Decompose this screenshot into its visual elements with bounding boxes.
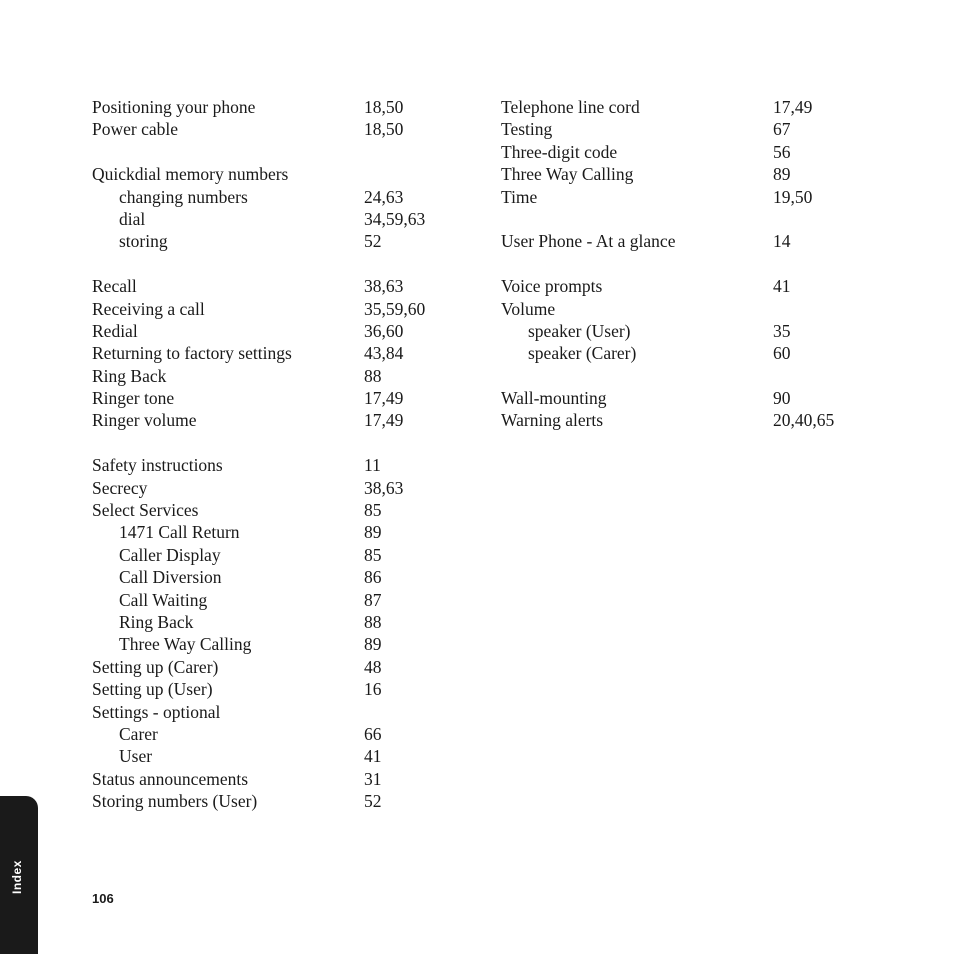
index-term: Select Services: [92, 500, 199, 521]
index-subentry: [92, 186, 472, 208]
index-page-refs: 36,60: [364, 320, 404, 341]
index-term: Setting up (Carer): [92, 656, 219, 677]
index-page-refs: 88: [364, 365, 382, 386]
index-term: changing numbers: [119, 186, 248, 207]
index-page-refs: 14: [773, 231, 791, 252]
index-term: Caller Display: [119, 544, 221, 565]
index-entry: [92, 387, 472, 409]
index-entry: [501, 409, 881, 431]
index-page-refs: 86: [364, 567, 382, 588]
index-page-refs: 19,50: [773, 186, 813, 207]
index-page-refs: 35: [773, 320, 791, 341]
index-page-refs: 17,49: [364, 410, 404, 431]
index-entry: [92, 298, 472, 320]
index-term: Ringer tone: [92, 388, 175, 409]
index-term: Carer: [119, 723, 158, 744]
index-term: Wall-mounting: [501, 388, 607, 409]
index-term: storing: [119, 231, 168, 252]
index-page-refs: 67: [773, 119, 791, 140]
index-term: Three Way Calling: [119, 634, 252, 655]
index-term: Volume: [501, 298, 556, 319]
index-subentry: [92, 208, 472, 230]
index-page-refs: 89: [364, 522, 382, 543]
index-page-refs: 34,59,63: [364, 208, 426, 229]
index-term: Positioning your phone: [92, 97, 256, 117]
index-spacer: [92, 432, 472, 454]
index-page-refs: 18,50: [364, 119, 404, 140]
index-page-refs: 24,63: [364, 186, 404, 207]
index-entry: [92, 768, 472, 790]
index-entry: [92, 656, 472, 678]
index-term: dial: [119, 208, 146, 229]
index-subentry: [92, 589, 472, 611]
index-page-refs: 87: [364, 589, 382, 610]
index-entry: [92, 275, 472, 297]
index-page-refs: 85: [364, 544, 382, 565]
index-page-refs: 56: [773, 141, 791, 162]
index-term: 1471 Call Return: [119, 522, 240, 543]
index-entry: [92, 409, 472, 431]
index-term: User: [119, 746, 153, 767]
index-subentry: [92, 230, 472, 252]
index-entry: [92, 454, 472, 476]
index-term: Call Diversion: [119, 567, 222, 588]
index-term: Receiving a call: [92, 298, 205, 319]
index-column-left: [92, 96, 472, 813]
index-entry: [92, 499, 472, 521]
index-page-refs: 41: [364, 746, 382, 767]
index-term: Setting up (User): [92, 679, 213, 700]
index-page-refs: 85: [364, 500, 382, 521]
index-term: speaker (Carer): [528, 343, 637, 364]
index-entry: [92, 96, 472, 118]
index-page-refs: 38,63: [364, 276, 404, 297]
index-entry: [92, 701, 472, 723]
index-page-refs: 89: [773, 164, 791, 185]
index-page-refs: 66: [364, 723, 382, 744]
index-page-refs: 16: [364, 679, 382, 700]
index-term: Warning alerts: [501, 410, 604, 431]
index-entry: [501, 186, 881, 208]
index-entry: [92, 678, 472, 700]
index-term: Storing numbers (User): [92, 791, 258, 812]
index-entry: [501, 96, 881, 118]
index-entry: [92, 163, 472, 185]
index-subentry: [92, 544, 472, 566]
index-page-refs: 52: [364, 791, 382, 812]
index-page-refs: 52: [364, 231, 382, 252]
index-page-refs: 38,63: [364, 477, 404, 498]
index-subentry: [92, 745, 472, 767]
index-page-refs: 20,40,65: [773, 410, 835, 431]
index-entry: [92, 342, 472, 364]
section-tab-label: Index: [10, 860, 24, 894]
index-subentry: [92, 611, 472, 633]
index-entry: [92, 790, 472, 812]
index-entry: [501, 275, 881, 297]
index-entry: [501, 387, 881, 409]
index-entry: [501, 298, 881, 320]
index-term: Call Waiting: [119, 589, 208, 610]
index-term: Telephone line cord: [501, 97, 640, 117]
index-page-refs: 17,49: [773, 97, 813, 117]
index-term: Quickdial memory numbers: [92, 164, 289, 185]
index-term: User Phone - At a glance: [501, 231, 676, 252]
index-page-refs: 89: [364, 634, 382, 655]
index-term: Testing: [501, 119, 553, 140]
index-term: Safety instructions: [92, 455, 223, 476]
index-term: Ring Back: [92, 365, 167, 386]
index-page-refs: 11: [364, 455, 381, 476]
index-spacer: [92, 141, 472, 163]
index-term: Time: [501, 186, 538, 207]
index-entry: [92, 320, 472, 342]
index-term: Three-digit code: [501, 141, 618, 162]
index-column-right: [501, 96, 881, 432]
index-term: Settings - optional: [92, 701, 221, 722]
index-term: Power cable: [92, 119, 179, 140]
index-term: Three Way Calling: [501, 164, 634, 185]
index-entry: [92, 365, 472, 387]
index-term: Voice prompts: [501, 276, 603, 297]
index-term: Ring Back: [119, 611, 194, 632]
index-spacer: [92, 253, 472, 275]
index-entry: [501, 163, 881, 185]
index-entry: [501, 118, 881, 140]
index-term: Recall: [92, 276, 137, 297]
index-page-refs: 48: [364, 656, 382, 677]
index-subentry: [501, 342, 881, 364]
index-page-refs: 41: [773, 276, 791, 297]
index-spacer: [501, 365, 881, 387]
index-spacer: [501, 208, 881, 230]
index-subentry: [92, 521, 472, 543]
index-page-refs: 88: [364, 611, 382, 632]
index-term: Secrecy: [92, 477, 148, 498]
index-entry: [92, 118, 472, 140]
index-page-refs: 35,59,60: [364, 298, 426, 319]
index-subentry: [92, 633, 472, 655]
index-subentry: [501, 320, 881, 342]
index-term: Ringer volume: [92, 410, 197, 431]
index-page-refs: 60: [773, 343, 791, 364]
index-page-refs: 31: [364, 768, 382, 789]
index-term: Redial: [92, 320, 138, 341]
index-subentry: [92, 566, 472, 588]
index-term: speaker (User): [528, 320, 631, 341]
index-term: Returning to factory settings: [92, 343, 292, 364]
index-page-refs: 90: [773, 388, 791, 409]
index-page-refs: 18,50: [364, 97, 404, 117]
index-page-refs: 43,84: [364, 343, 404, 364]
index-entry: [501, 230, 881, 252]
index-entry: [92, 477, 472, 499]
page-number: 106: [92, 891, 114, 906]
index-subentry: [92, 723, 472, 745]
index-entry: [501, 141, 881, 163]
index-page-refs: 17,49: [364, 388, 404, 409]
index-spacer: [501, 253, 881, 275]
index-term: Status announcements: [92, 768, 249, 789]
